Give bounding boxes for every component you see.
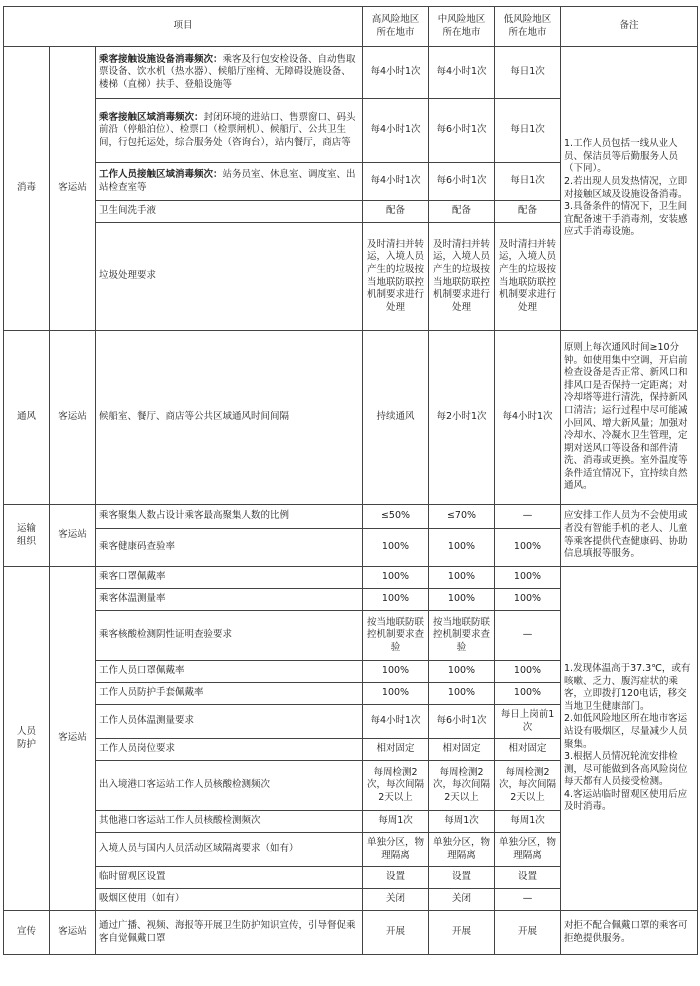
mid-value: 100%: [429, 567, 495, 589]
item-desc: 其他港口客运站工作人员核酸检测频次: [96, 811, 363, 833]
item-desc: 垃圾处理要求: [96, 223, 363, 331]
note-ventilate: 原则上每次通风时间≥10分钟。如使用集中空调，开启前检查设备是否正常、新风口和排风口是否保持一定距离；对冷却塔等进行清洗，保持新风口清洁；运行过程中尽可能减小回风、增大新风量；加强对冷却水、冷凝水卫生管理，定期对送风口等设备和部件清洗、消毒或更换。室外温度等条件适宜情况下，宜持续自然通风。: [561, 331, 698, 505]
table-row: [4, 505, 698, 529]
item-desc: 卫生间洗手液: [96, 201, 363, 223]
item-desc: 乘客健康码查验率: [96, 529, 363, 567]
mid-value: 100%: [429, 589, 495, 611]
mid-value: 每4小时1次: [429, 47, 495, 99]
header-high: 高风险地区 所在地市: [363, 7, 429, 47]
mid-value: 及时清扫并转运，入境人员产生的垃圾按当地联防联控机制要求进行处理: [429, 223, 495, 331]
mid-value: 每6小时1次: [429, 705, 495, 739]
item-desc: 候船室、餐厅、商店等公共区域通风时间间隔: [96, 331, 363, 505]
mid-value: 单独分区，物理隔离: [429, 833, 495, 867]
high-value: 开展: [363, 911, 429, 955]
item-desc: 工作人员防护手套佩戴率: [96, 683, 363, 705]
high-value: 每4小时1次: [363, 705, 429, 739]
item-desc: 出入境港口客运站工作人员核酸检测频次: [96, 761, 363, 811]
item-title: 工作人员接触区域消毒频次：: [99, 168, 223, 180]
item-desc: 通过广播、视频、海报等开展卫生防护知识宣传，引导督促乘客自觉佩戴口罩: [96, 911, 363, 955]
mid-value: 每2小时1次: [429, 331, 495, 505]
item-text: 封闭环境的进站口、售票窗口、码头前沿（停船泊位）、检票口（检票闸机）、候船厅、公共卫生间，行包托运处，综合服务处（咨询台），站内餐厅，商店等: [99, 111, 356, 148]
table-row: [4, 331, 698, 505]
low-value: 每日1次: [495, 163, 561, 201]
high-value: 及时清扫并转运，入境人员产生的垃圾按当地联防联控机制要求进行处理: [363, 223, 429, 331]
high-value: 100%: [363, 683, 429, 705]
item-desc: 乘客口罩佩戴率: [96, 567, 363, 589]
item-title: 乘客接触区域消毒频次：: [99, 111, 204, 123]
high-value: 每周1次: [363, 811, 429, 833]
high-value: 设置: [363, 867, 429, 889]
header-low: 低风险地区 所在地市: [495, 7, 561, 47]
low-value: 每4小时1次: [495, 331, 561, 505]
item-desc: 工作人员体温测量要求: [96, 705, 363, 739]
category-protect: 人员 防护: [4, 567, 50, 911]
low-value: 每日1次: [495, 47, 561, 99]
low-value: 及时清扫并转运，入境人员产生的垃圾按当地联防联控机制要求进行处理: [495, 223, 561, 331]
low-value: —: [495, 611, 561, 661]
category-transport: 运输 组织: [4, 505, 50, 567]
item-desc: [96, 99, 363, 163]
high-value: 每4小时1次: [363, 47, 429, 99]
place-disinfect: 客运站: [50, 47, 96, 331]
note-disinfect: 1.工作人员包括一线从业人员、保洁员等后勤服务人员（下同）。 2.若出现人员发热情况，立即对接触区域及设施设备消毒。 3.具备条件的情况下，卫生间宜配备速干手消毒剂，安装感应式手消毒设施。: [561, 47, 698, 331]
mid-value: 关闭: [429, 889, 495, 911]
mid-value: 每6小时1次: [429, 163, 495, 201]
low-value: 每周检测2次，每次间隔2天以上: [495, 761, 561, 811]
low-value: —: [495, 505, 561, 529]
high-value: 持续通风: [363, 331, 429, 505]
category-promo: 宣传: [4, 911, 50, 955]
item-desc: 吸烟区使用（如有）: [96, 889, 363, 911]
mid-value: 100%: [429, 661, 495, 683]
low-value: 相对固定: [495, 739, 561, 761]
low-value: 100%: [495, 683, 561, 705]
low-value: 每日上岗前1次: [495, 705, 561, 739]
item-desc: 乘客核酸检测阴性证明查验要求: [96, 611, 363, 661]
item-desc: 工作人员岗位要求: [96, 739, 363, 761]
mid-value: 100%: [429, 529, 495, 567]
low-value: 100%: [495, 589, 561, 611]
item-desc: 临时留观区设置: [96, 867, 363, 889]
table-row: [4, 911, 698, 955]
high-value: 100%: [363, 529, 429, 567]
high-value: 每4小时1次: [363, 99, 429, 163]
low-value: 每日1次: [495, 99, 561, 163]
low-value: 100%: [495, 529, 561, 567]
high-value: 每周检测2次，每次间隔2天以上: [363, 761, 429, 811]
low-value: 开展: [495, 911, 561, 955]
low-value: 配备: [495, 201, 561, 223]
header-row: [4, 7, 698, 47]
low-value: 每周1次: [495, 811, 561, 833]
high-value: 相对固定: [363, 739, 429, 761]
item-text: 站务员室、休息室、调度室、出站检查室等: [99, 168, 356, 193]
high-value: 100%: [363, 661, 429, 683]
mid-value: 每周1次: [429, 811, 495, 833]
item-desc: 乘客聚集人数占设计乘客最高聚集人数的比例: [96, 505, 363, 529]
item-desc: 工作人员口罩佩戴率: [96, 661, 363, 683]
place-promo: 客运站: [50, 911, 96, 955]
mid-value: 每6小时1次: [429, 99, 495, 163]
table-row: [4, 47, 698, 99]
low-value: 100%: [495, 661, 561, 683]
mid-value: 开展: [429, 911, 495, 955]
mid-value: 配备: [429, 201, 495, 223]
item-title: 乘客接触设施设备消毒频次：: [99, 53, 223, 65]
high-value: 每4小时1次: [363, 163, 429, 201]
place-transport: 客运站: [50, 505, 96, 567]
place-protect: 客运站: [50, 567, 96, 911]
high-value: 100%: [363, 589, 429, 611]
note-protect: 1.发现体温高于37.3℃，或有咳嗽、乏力、腹泻症状的乘客，立即拨打120电话，移交当地卫生健康部门。 2.如低风险地区所在地市客运站设有吸烟区，尽量减少人员聚集。 3.根据人员情况轮流安排检测，尽可能做到各高风险岗位每天都有人员接受检测。 4.客运站临时留观区使用后应及时消毒。: [561, 567, 698, 911]
item-desc: 入境人员与国内人员活动区域隔离要求（如有）: [96, 833, 363, 867]
high-value: 单独分区，物理隔离: [363, 833, 429, 867]
low-value: 100%: [495, 567, 561, 589]
high-value: 按当地联防联控机制要求查验: [363, 611, 429, 661]
mid-value: 相对固定: [429, 739, 495, 761]
mid-value: 每周检测2次，每次间隔2天以上: [429, 761, 495, 811]
low-value: —: [495, 889, 561, 911]
high-value: 配备: [363, 201, 429, 223]
mid-value: 设置: [429, 867, 495, 889]
low-value: 单独分区，物理隔离: [495, 833, 561, 867]
header-mid: 中风险地区 所在地市: [429, 7, 495, 47]
high-value: 关闭: [363, 889, 429, 911]
header-note: 备注: [561, 7, 698, 47]
mid-value: 按当地联防联控机制要求查验: [429, 611, 495, 661]
low-value: 设置: [495, 867, 561, 889]
note-transport: 应安排工作人员为不会使用或者没有智能手机的老人、儿童等乘客提供代查健康码、协助信息填报等服务。: [561, 505, 698, 567]
note-promo: 对拒不配合佩戴口罩的乘客可拒绝提供服务。: [561, 911, 698, 955]
table-row: [4, 567, 698, 589]
item-desc: 乘客体温测量率: [96, 589, 363, 611]
high-value: 100%: [363, 567, 429, 589]
header-item: 项目: [4, 7, 363, 47]
place-ventilate: 客运站: [50, 331, 96, 505]
mid-value: 100%: [429, 683, 495, 705]
category-ventilate: 通风: [4, 331, 50, 505]
item-desc: [96, 163, 363, 201]
mid-value: ≤70%: [429, 505, 495, 529]
high-value: ≤50%: [363, 505, 429, 529]
item-desc: [96, 47, 363, 99]
prevention-table: [3, 6, 698, 955]
category-disinfect: 消毒: [4, 47, 50, 331]
item-text: 乘客及行包安检设备、自动售取票设备、饮水机（热水器）、候船厅座椅、无障碍设施设备、楼梯（直梯）扶手、登船设施等: [99, 53, 356, 90]
